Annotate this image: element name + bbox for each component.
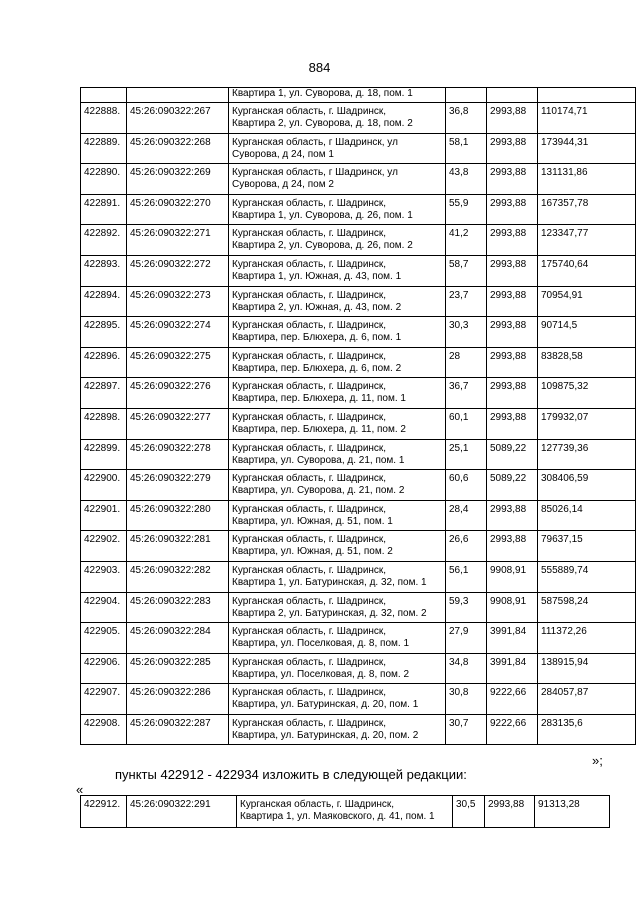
cell-rate: 2993,88: [487, 255, 538, 286]
cell-cadastral: 45:26:090322:284: [127, 623, 229, 654]
cell-cadastral: 45:26:090322:271: [127, 225, 229, 256]
cell-rate: 2993,88: [487, 133, 538, 164]
cell-cadastral: 45:26:090322:283: [127, 592, 229, 623]
cell-area: 36,8: [446, 103, 487, 134]
cell-area: 60,6: [446, 470, 487, 501]
cell-cadastral: 45:26:090322:272: [127, 255, 229, 286]
cell-cadastral: 45:26:090322:286: [127, 684, 229, 715]
cell-cadastral: 45:26:090322:270: [127, 194, 229, 225]
cell-rate: 2993,88: [487, 347, 538, 378]
address-line-2: Квартира 2, ул. Суворова, д. 18, пом. 2: [232, 118, 413, 129]
address-line-2: Квартира, пер. Блюхера, д. 11, пом. 2: [232, 423, 406, 435]
cell-area: 28: [446, 347, 487, 378]
address-line-2: Квартира, ул. Южная, д. 51, пом. 2: [232, 546, 393, 558]
cell-value: 179932,07: [538, 408, 636, 439]
cell-address: [229, 623, 446, 654]
cell-rate: 2993,88: [487, 378, 538, 409]
instruction-text: пункты 422912 - 422934 изложить в следующей редакции:: [115, 767, 467, 782]
cell-rate: 2993,88: [487, 286, 538, 317]
cell-value: 167357,78: [538, 194, 636, 225]
cell-area: [446, 88, 487, 103]
cell-address: [229, 500, 446, 531]
cell-cadastral: 45:26:090322:279: [127, 470, 229, 501]
cell-value: 90714,5: [538, 317, 636, 348]
address-line-2: Суворова, д 24, пом 1: [232, 148, 334, 160]
table-row: [81, 592, 636, 623]
cell-rate: 5089,22: [487, 439, 538, 470]
address-line-2: Квартира 2, ул. Батуринская, д. 32, пом. 2: [232, 607, 427, 619]
new-registry-table: [80, 795, 610, 828]
cell-rate: 3991,84: [487, 653, 538, 684]
cell-number: 422888.: [81, 103, 127, 134]
cell-number: 422908.: [81, 714, 127, 745]
cell-value: 127739,36: [538, 439, 636, 470]
address-line-1: Курганская область, г. Шадринск,: [232, 442, 387, 454]
table-row: [81, 194, 636, 225]
cell-value: 83828,58: [538, 347, 636, 378]
table-row: [81, 133, 636, 164]
address-line-1: Курганская область, г. Шадринск,: [232, 595, 387, 607]
cell-cadastral: 45:26:090322:278: [127, 439, 229, 470]
cell-address: [229, 684, 446, 715]
cell-rate: 3991,84: [487, 623, 538, 654]
table-row: [81, 714, 636, 745]
table-row: [81, 796, 610, 828]
address-line-2: Квартира 1, ул. Суворова, д. 26, пом. 1: [232, 209, 413, 221]
cell-address: [229, 317, 446, 348]
cell-address: [229, 286, 446, 317]
cell-cadastral: 45:26:090322:280: [127, 500, 229, 531]
address-line-2: Квартира, ул. Батуринская, д. 20, пом. 1: [232, 699, 419, 711]
cell-area: 26,6: [446, 531, 487, 562]
address-line-2: Квартира, ул. Поселковая, д. 8, пом. 1: [232, 638, 410, 650]
cell-address: [229, 653, 446, 684]
cell-value: 91313,28: [535, 796, 610, 828]
opening-quote: «: [76, 782, 84, 797]
address-line-2: Квартира 1, ул. Южная, д. 43, пом. 1: [232, 270, 402, 282]
cell-value: 131131,86: [538, 164, 636, 195]
cell-number: 422898.: [81, 408, 127, 439]
address-line-2: Суворова, д 24, пом 2: [232, 179, 334, 191]
cell-number: 422894.: [81, 286, 127, 317]
cell-value: 70954,91: [538, 286, 636, 317]
cell-number: 422904.: [81, 592, 127, 623]
address-line-1: Курганская область, г. Шадринск,: [232, 411, 387, 423]
address-line-1: Курганская область, г. Шадринск,: [232, 473, 387, 485]
address-line-1: Курганская область, г. Шадринск,: [232, 289, 387, 301]
cell-address: [229, 439, 446, 470]
cell-rate: 2993,88: [487, 103, 538, 134]
cell-address: [229, 378, 446, 409]
address-line-1: Курганская область, г Шадринск, ул: [232, 136, 398, 148]
cell-address: [229, 103, 446, 134]
table-row: [81, 653, 636, 684]
cell-number: 422903.: [81, 561, 127, 592]
cell-rate: 9222,66: [487, 714, 538, 745]
cell-value: [538, 88, 636, 103]
cell-number: 422895.: [81, 317, 127, 348]
cell-value: 110174,71: [538, 103, 636, 134]
cell-address: [229, 225, 446, 256]
cell-area: 34,8: [446, 653, 487, 684]
cell-cadastral: 45:26:090322:273: [127, 286, 229, 317]
cell-value: 283135,6: [538, 714, 636, 745]
address-line-1: Курганская область, г. Шадринск,: [232, 228, 387, 240]
cell-cadastral: 45:26:090322:277: [127, 408, 229, 439]
cell-area: 56,1: [446, 561, 487, 592]
address-line-1: Курганская область, г. Шадринск,: [232, 656, 387, 668]
address-line-2: Квартира, пер. Блюхера, д. 6, пом. 1: [232, 332, 402, 344]
table-row: [81, 103, 636, 134]
address-line-1: Курганская область, г. Шадринск,: [232, 717, 387, 729]
table-row: [81, 347, 636, 378]
cell-value: 85026,14: [538, 500, 636, 531]
address-line-1: Курганская область, г. Шадринск,: [232, 564, 387, 576]
table-row: [81, 317, 636, 348]
cell-rate: 9908,91: [487, 561, 538, 592]
cell-address: [229, 470, 446, 501]
address-line-2: Квартира 2, ул. Южная, д. 43, пом. 2: [232, 301, 402, 313]
table-row: [81, 623, 636, 654]
cell-rate: 9908,91: [487, 592, 538, 623]
cell-address: [229, 561, 446, 592]
cell-value: 284057,87: [538, 684, 636, 715]
address-line-2: Квартира 2, ул. Суворова, д. 26, пом. 2: [232, 240, 413, 252]
table-row: [81, 255, 636, 286]
cell-address: Квартира 1, ул. Суворова, д. 18, пом. 1: [229, 88, 446, 103]
address-line-2: Квартира, ул. Поселковая, д. 8, пом. 2: [232, 668, 410, 680]
registry-table: [80, 87, 636, 745]
cell-number: 422905.: [81, 623, 127, 654]
table-row: [81, 164, 636, 195]
cell-rate: 2993,88: [487, 500, 538, 531]
cell-address: [229, 592, 446, 623]
cell-area: 30,7: [446, 714, 487, 745]
cell-number: 422899.: [81, 439, 127, 470]
cell-value: 111372,26: [538, 623, 636, 654]
cell-area: 58,1: [446, 133, 487, 164]
cell-number: 422906.: [81, 653, 127, 684]
cell-rate: 2993,88: [487, 225, 538, 256]
closing-quote: »;: [592, 753, 603, 768]
cell-area: 59,3: [446, 592, 487, 623]
cell-number: 422900.: [81, 470, 127, 501]
cell-cadastral: 45:26:090322:285: [127, 653, 229, 684]
page-number: 884: [308, 60, 331, 75]
cell-cadastral: 45:26:090322:267: [127, 103, 229, 134]
cell-rate: 2993,88: [487, 408, 538, 439]
cell-value: 587598,24: [538, 592, 636, 623]
cell-area: 41,2: [446, 225, 487, 256]
cell-area: 55,9: [446, 194, 487, 225]
cell-rate: 2993,88: [485, 796, 535, 828]
address-line-1: Курганская область, г. Шадринск,: [232, 197, 387, 209]
cell-area: 43,8: [446, 164, 487, 195]
cell-number: 422912.: [81, 796, 127, 828]
address-line-1: Курганская область, г. Шадринск,: [240, 799, 395, 810]
cell-cadastral: 45:26:090322:291: [127, 796, 237, 828]
cell-value: 79637,15: [538, 531, 636, 562]
cell-number: 422901.: [81, 500, 127, 531]
cell-cadastral: 45:26:090322:275: [127, 347, 229, 378]
cell-rate: 9222,66: [487, 684, 538, 715]
address-line-1: Курганская область, г Шадринск, ул: [232, 167, 398, 179]
cell-address: [229, 714, 446, 745]
table-row-continuation: [81, 88, 636, 103]
address-line-1: Курганская область, г. Шадринск,: [232, 687, 387, 699]
cell-area: 36,7: [446, 378, 487, 409]
cell-value: 555889,74: [538, 561, 636, 592]
cell-cadastral: 45:26:090322:281: [127, 531, 229, 562]
address-line-1: Курганская область, г. Шадринск,: [232, 381, 387, 393]
cell-number: 422907.: [81, 684, 127, 715]
cell-number: [81, 88, 127, 103]
cell-rate: 2993,88: [487, 194, 538, 225]
address-line-1: Курганская область, г. Шадринск,: [232, 503, 387, 515]
cell-rate: 5089,22: [487, 470, 538, 501]
cell-cadastral: 45:26:090322:282: [127, 561, 229, 592]
address-line-1: Курганская область, г. Шадринск,: [232, 534, 387, 546]
cell-address: [229, 347, 446, 378]
address-line-1: Курганская область, г. Шадринск,: [232, 106, 387, 117]
cell-number: 422893.: [81, 255, 127, 286]
cell-number: 422902.: [81, 531, 127, 562]
address-line-2: Квартира 1, ул. Батуринская, д. 32, пом. 1: [232, 576, 427, 588]
address-line-2: Квартира, пер. Блюхера, д. 6, пом. 2: [232, 362, 402, 374]
cell-address: [229, 255, 446, 286]
cell-number: 422897.: [81, 378, 127, 409]
cell-value: 109875,32: [538, 378, 636, 409]
cell-number: 422891.: [81, 194, 127, 225]
cell-number: 422896.: [81, 347, 127, 378]
cell-number: 422890.: [81, 164, 127, 195]
cell-number: 422892.: [81, 225, 127, 256]
table-row: [81, 531, 636, 562]
address-line-2: Квартира 1, ул. Маяковского, д. 41, пом. 1: [240, 811, 435, 822]
cell-address: [229, 408, 446, 439]
cell-cadastral: 45:26:090322:287: [127, 714, 229, 745]
cell-address: [229, 194, 446, 225]
cell-rate: [487, 88, 538, 103]
table-row: [81, 470, 636, 501]
address-line-1: Курганская область, г. Шадринск,: [232, 258, 387, 270]
cell-address: [229, 164, 446, 195]
cell-cadastral: 45:26:090322:268: [127, 133, 229, 164]
cell-rate: 2993,88: [487, 164, 538, 195]
cell-rate: 2993,88: [487, 317, 538, 348]
cell-address: [237, 796, 453, 828]
cell-cadastral: 45:26:090322:269: [127, 164, 229, 195]
cell-number: 422889.: [81, 133, 127, 164]
cell-value: 175740,64: [538, 255, 636, 286]
cell-area: 23,7: [446, 286, 487, 317]
table-row: [81, 378, 636, 409]
cell-area: 27,9: [446, 623, 487, 654]
table-row: [81, 225, 636, 256]
address-line-2: Квартира, ул. Батуринская, д. 20, пом. 2: [232, 729, 419, 741]
address-line-2: Квартира, ул. Суворова, д. 21, пом. 2: [232, 485, 405, 497]
cell-area: 30,8: [446, 684, 487, 715]
cell-area: 30,3: [446, 317, 487, 348]
address-line-2: Квартира, ул. Южная, д. 51, пом. 1: [232, 515, 393, 527]
address-line-1: Курганская область, г. Шадринск,: [232, 626, 387, 638]
cell-area: 30,5: [453, 796, 485, 828]
cell-cadastral: [127, 88, 229, 103]
address-line-2: Квартира, пер. Блюхера, д. 11, пом. 1: [232, 393, 406, 405]
cell-cadastral: 45:26:090322:276: [127, 378, 229, 409]
table-row: [81, 561, 636, 592]
table-row: [81, 500, 636, 531]
address-line-1: Курганская область, г. Шадринск,: [232, 350, 387, 362]
cell-cadastral: 45:26:090322:274: [127, 317, 229, 348]
cell-value: 308406,59: [538, 470, 636, 501]
table-row: [81, 439, 636, 470]
cell-area: 58,7: [446, 255, 487, 286]
cell-value: 173944,31: [538, 133, 636, 164]
cell-address: [229, 133, 446, 164]
cell-area: 28,4: [446, 500, 487, 531]
cell-value: 123347,77: [538, 225, 636, 256]
address-line-1: Курганская область, г. Шадринск,: [232, 320, 387, 332]
table-row: [81, 408, 636, 439]
table-row: [81, 684, 636, 715]
cell-address: [229, 531, 446, 562]
cell-value: 138915,94: [538, 653, 636, 684]
cell-area: 25,1: [446, 439, 487, 470]
address-line-2: Квартира, ул. Суворова, д. 21, пом. 1: [232, 454, 405, 466]
cell-area: 60,1: [446, 408, 487, 439]
cell-rate: 2993,88: [487, 531, 538, 562]
table-row: [81, 286, 636, 317]
